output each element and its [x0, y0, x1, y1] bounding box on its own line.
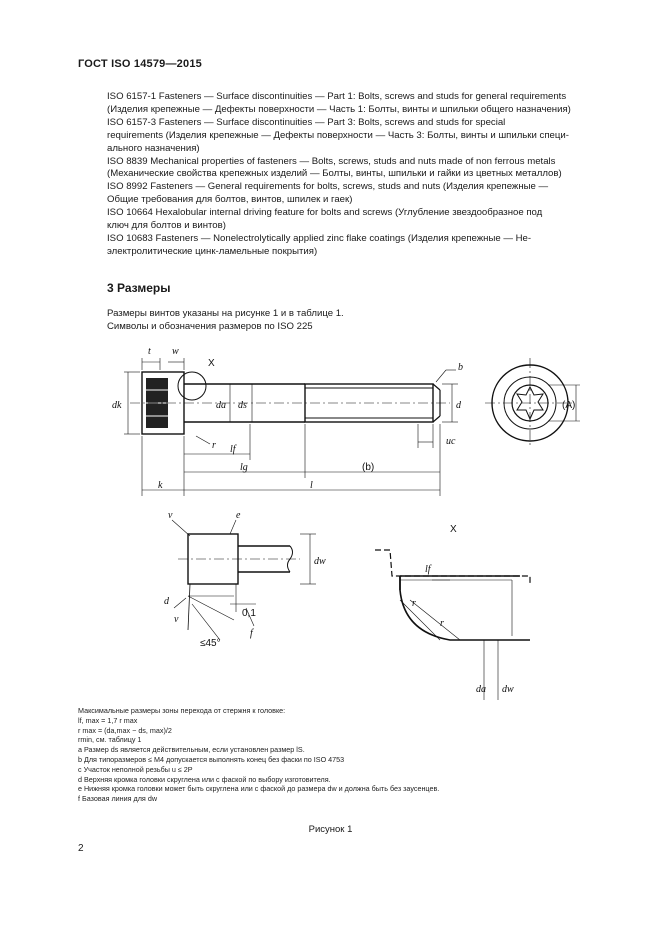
label-r: r [212, 440, 216, 451]
intro-line: Символы и обозначения размеров по ISO 225 [107, 320, 313, 332]
document-header: ГОСТ ISO 14579—2015 [78, 58, 202, 70]
label-b-paren: (b) [362, 462, 375, 473]
label-tol: 0,1 [242, 608, 256, 619]
figure-caption: Рисунок 1 [308, 824, 353, 835]
ref-line: ISO 10664 Hexalobular internal driving feature for bolts and screws (Углубление звездообразное под [107, 207, 543, 219]
footnote: b Для типоразмеров ≤ M4 допускается выполнять конец без фаски по ISO 4753 [78, 754, 345, 764]
label-ds: ds [238, 400, 247, 411]
ref-line: requirements (Изделия крепежные — Дефекты поверхности — Часть 3: Болты, винты и шпильки специ- [107, 129, 569, 141]
screw-drawing [100, 340, 600, 710]
label-w: w [172, 346, 179, 357]
label-t: t [148, 346, 151, 357]
section-title: 3 Размеры [107, 281, 171, 295]
label-d-mark: d [164, 596, 169, 607]
ref-line: ального назначения) [107, 142, 200, 154]
ref-line: (Изделия крепежные — Дефекты поверхности — Часть 1: Болты, винты и шпильки общего назначения) [107, 103, 571, 115]
label-x-detail: X [450, 524, 457, 535]
label-lf-detail: lf [425, 564, 431, 575]
label-r-detail: r [412, 598, 416, 609]
label-v: v [168, 510, 173, 521]
footnote: f Базовая линия для dw [78, 794, 158, 804]
detail-x-view [375, 550, 530, 700]
detail-x-labels [412, 524, 514, 695]
label-lf: lf [230, 444, 236, 455]
label-dw-detail: dw [502, 684, 514, 695]
footnote: e Нижняя кромка головки может быть скруглена или с фаской до размера dw и должна быть без заусенцев. [78, 784, 440, 794]
label-f: f [250, 628, 253, 639]
label-da-detail: da [476, 684, 486, 695]
notes-formula: r max = (da,max − ds, max)/2 [78, 725, 172, 735]
notes-intro: Максимальные размеры зоны перехода от стержня к головке: [78, 706, 286, 715]
ref-line: ISO 6157-1 Fasteners — Surface discontinuities — Part 1: Bolts, screws and studs for general requirements [107, 91, 567, 102]
notes-formula: lf, max = 1,7 r max [78, 715, 138, 725]
label-lg: lg [240, 462, 248, 473]
ref-line: ISO 6157-3 Fasteners — Surface discontinuities — Part 3: Bolts, screws and studs for special [107, 116, 506, 128]
label-angle: ≤45° [200, 638, 221, 649]
label-e: e [236, 510, 241, 521]
label-u: uc [446, 436, 456, 447]
label-l: l [310, 480, 313, 491]
ref-line: ISO 10683 Fasteners — Nonelectrolytically applied zinc flake coatings (Изделия крепежные — Не- [107, 232, 532, 244]
ref-line: ISO 8992 Fasteners — General requirements for bolts, screws, studs and nuts (Изделия крепежные — [107, 181, 549, 193]
label-b-note: b [458, 362, 463, 373]
normative-references [107, 91, 614, 259]
ref-line: ISO 8839 Mechanical properties of fasteners — Bolts, screws, studs and nuts made of non ferrous metals [107, 155, 556, 167]
notes-formula: rmin, см. таблицу 1 [78, 735, 142, 745]
label-da: da [216, 400, 226, 411]
label-d: d [456, 400, 461, 411]
ref-line: (Механические свойства крепежных изделий — Болты, винты, шпильки и гайки из цветных металлов) [107, 168, 562, 180]
label-k: k [158, 480, 163, 491]
label-a: (A) [562, 400, 576, 411]
ref-line: ключ для болтов и винтов) [107, 220, 226, 232]
footnote: d Верхняя кромка головки скруглена или с фаской по выбору изготовителя. [78, 774, 331, 784]
section-intro [107, 308, 344, 333]
ref-line: Общие требования для болтов, винтов, шпилек и гаек) [107, 194, 353, 206]
intro-line: Размеры винтов указаны на рисунке 1 и в таблице 1. [107, 308, 344, 319]
page-number: 2 [78, 843, 84, 854]
screw-side-view [124, 358, 458, 496]
head-edge-detail [172, 520, 316, 640]
label-v2: v [174, 614, 179, 625]
footnote: a Размер ds является действительным, если установлен размер lS. [78, 745, 305, 755]
footnote: c Участок неполной резьбы u ≤ 2P [78, 764, 193, 774]
figure-notes [78, 706, 439, 804]
label-dw: dw [314, 556, 326, 567]
label-x-main: X [208, 358, 215, 369]
ref-line: электролитические цинк-ламельные покрытия) [107, 245, 318, 257]
label-dk: dk [112, 400, 122, 411]
label-r2-detail: r [440, 618, 444, 629]
